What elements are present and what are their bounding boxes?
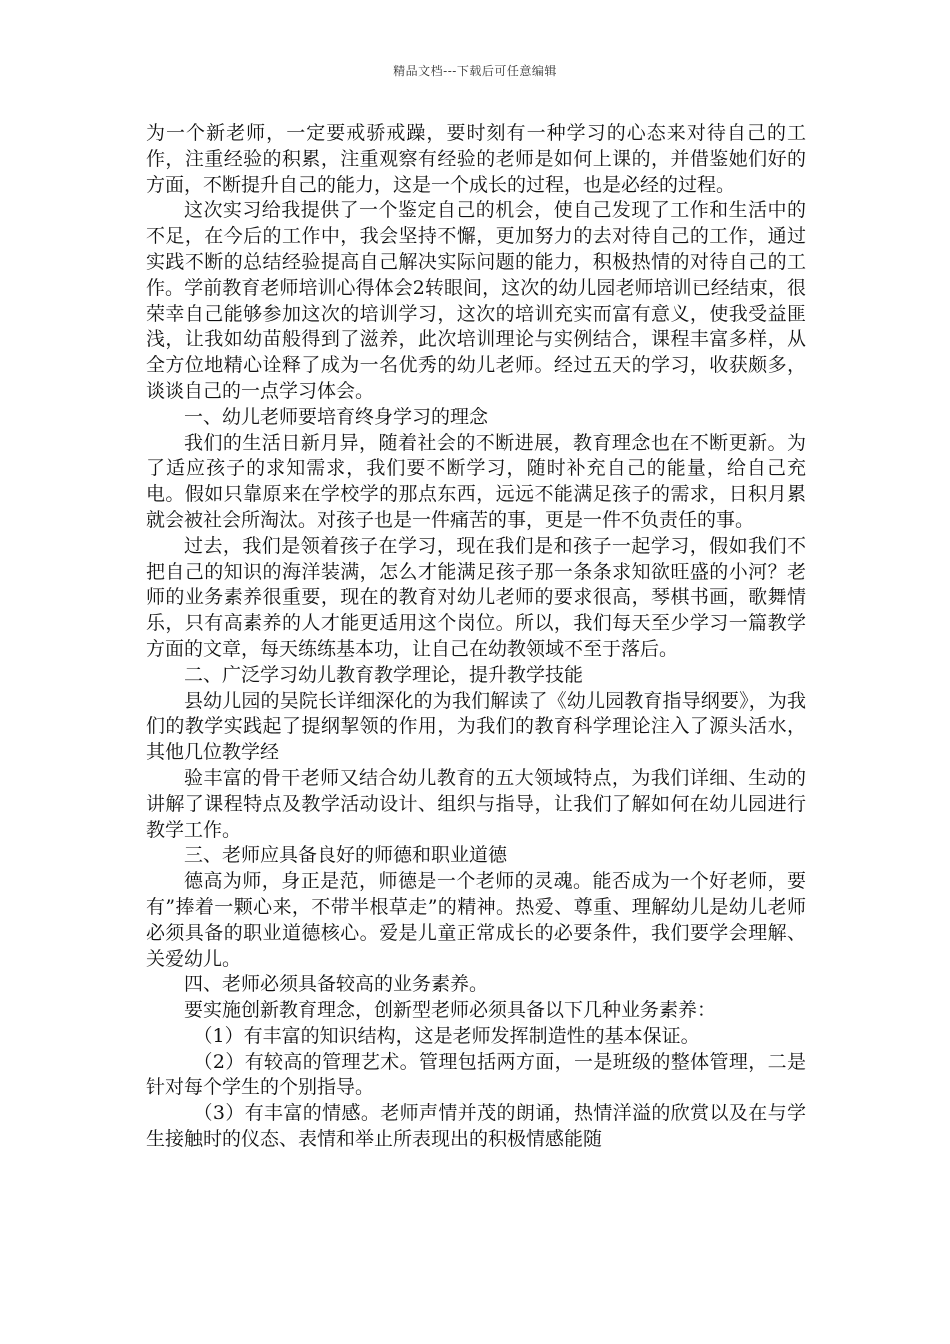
paragraph: 要实施创新教育理念，创新型老师必须具备以下几种业务素养： xyxy=(184,999,717,1022)
paragraph: 我们的生活日新月异，随着社会的不断进展，教育理念也在不断更新。为了适应孩子的求知需求，我们要不断学习，随时补充自己的能量，给自己充电。假如只靠原来在学校学的那点东西，远远不能满足孩子的需求，日积月累就会被社会所淘汰。对孩子也是一件痛苦的事，更是一件不负责任的事。 xyxy=(146,431,806,531)
section-heading: 二、广泛学习幼儿教育教学理论，提升教学技能 xyxy=(184,663,584,686)
document-body xyxy=(146,121,806,1153)
page-header: 精品文档---下载后可任意编辑 xyxy=(393,64,557,78)
paragraph: 德高为师，身正是范，师德是一个老师的灵魂。能否成为一个好老师，要有”捧着一颗心来，不带半根草走”的精神。热爱、尊重、理解幼儿是幼儿老师必须具备的职业道德核心。爱是儿童正常成长的必要条件，我们要学会理解、关爱幼儿。 xyxy=(146,870,806,970)
paragraph: 为一个新老师，一定要戒骄戒躁，要时刻有一种学习的心态来对待自己的工作，注重经验的积累，注重观察有经验的老师是如何上课的，并借鉴她们好的方面，不断提升自己的能力，这是一个成长的过程，也是必经的过程。 xyxy=(146,122,806,196)
list-item: （1）有丰富的知识结构，这是老师发挥制造性的基本保证。 xyxy=(193,1024,700,1047)
paragraph: 这次实习给我提供了一个鉴定自己的机会，使自己发现了工作和生活中的不足，在今后的工作中，我会坚持不懈，更加努力的去对待自己的工作，通过实践不断的总结经验提高自己解决实际问题的能力，积极热情的对待自己的工作。学前教育老师培训心得体会2转眼间，这次的幼儿园老师培训已经结束，很荣幸自己能够参加这次的培训学习，这次的培训充实而富有意义，使我受益匪浅，让我如幼苗般得到了滋养，此次培训理论与实例结合，课程丰富多样，从全方位地精心诠释了成为一名优秀的幼儿老师。经过五天的学习，收获颇多，谈谈自己的一点学习体会。 xyxy=(146,199,806,402)
section-heading: 三、老师应具备良好的师德和职业道德 xyxy=(184,844,508,867)
list-item: （3）有丰富的情感。老师声情并茂的朗诵，热情洋溢的欣赏以及在与学生接触时的仪态、表情和举止所表现出的积极情感能随 xyxy=(146,1102,806,1151)
section-heading: 一、幼儿老师要培育终身学习的理念 xyxy=(184,405,489,428)
section-heading: 四、老师必须具备较高的业务素养。 xyxy=(184,973,489,996)
paragraph: 过去，我们是领着孩子在学习，现在我们是和孩子一起学习，假如我们不把自己的知识的海洋装满，怎么才能满足孩子那一条条求知欲旺盛的小河？老师的业务素养很重要，现在的教育对幼儿老师的要求很高，琴棋书画，歌舞情乐，只有高素养的人才能更适用这个岗位。所以，我们每天至少学习一篇教学方面的文章，每天练练基本功，让自己在幼教领域不至于落后。 xyxy=(146,534,806,660)
paragraph: 验丰富的骨干老师又结合幼儿教育的五大领域特点，为我们详细、生动的讲解了课程特点及教学活动设计、组织与指导，让我们了解如何在幼儿园进行教学工作。 xyxy=(146,766,806,841)
paragraph: 县幼儿园的吴院长详细深化的为我们解读了《幼儿园教育指导纲要》，为我们的教学实践起了提纲挈领的作用，为我们的教育科学理论注入了源头活水，其他几位教学经 xyxy=(146,689,806,764)
list-item: （2）有较高的管理艺术。管理包括两方面，一是班级的整体管理，二是针对每个学生的个别指导。 xyxy=(146,1050,806,1099)
